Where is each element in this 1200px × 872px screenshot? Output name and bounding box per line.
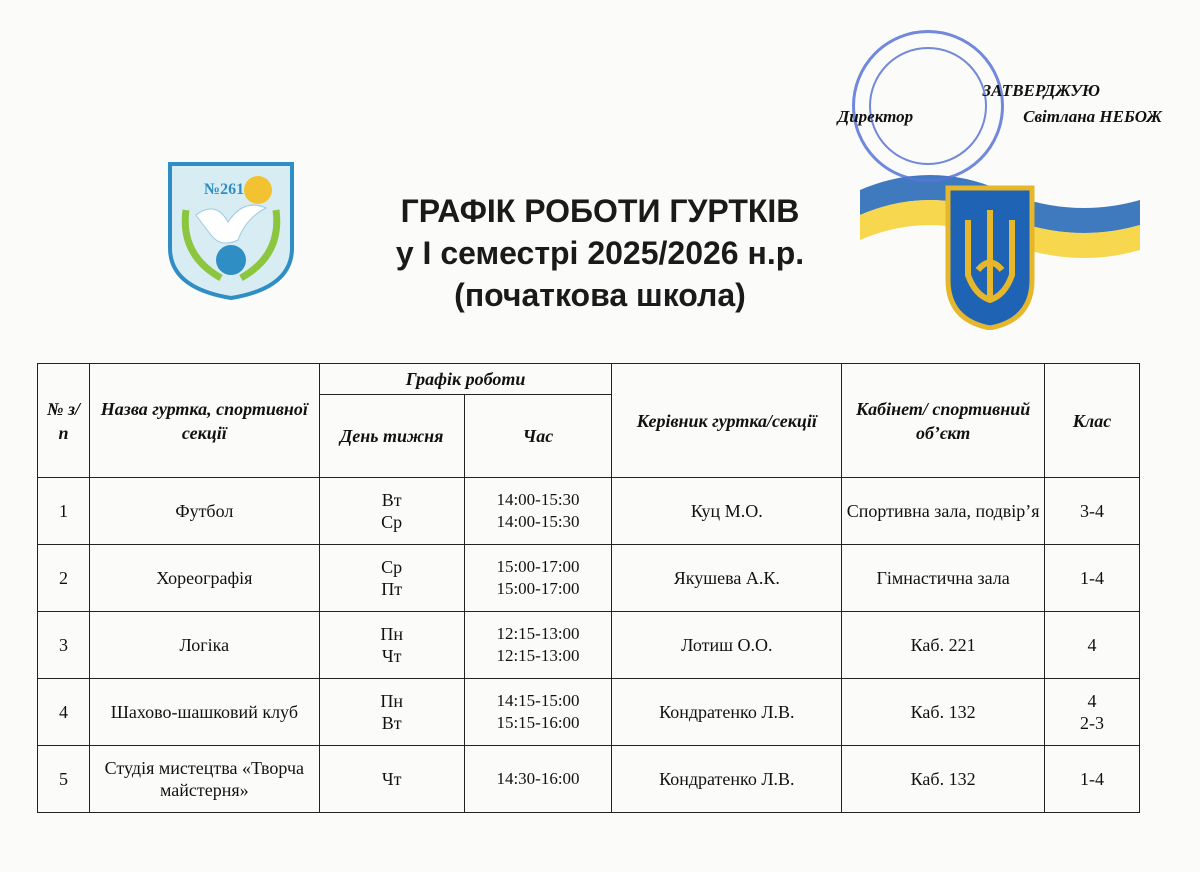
- grade-2: 2-3: [1080, 713, 1105, 733]
- cell-grade: [1045, 612, 1140, 679]
- cell-leader: Куц М.О.: [612, 478, 842, 545]
- day-2: Чт: [381, 646, 402, 666]
- cell-leader: Кондратенко Л.В.: [612, 679, 842, 746]
- cell-num: 1: [38, 478, 90, 545]
- grade-1: 1-4: [1080, 568, 1105, 588]
- header-room: Кабінет/ спортивний об’єкт: [842, 364, 1045, 478]
- cell-room: Каб. 132: [842, 746, 1045, 813]
- day-2: Ср: [381, 512, 403, 532]
- cell-num: 5: [38, 746, 90, 813]
- grade-1: 4: [1087, 635, 1097, 655]
- day-1: Пн: [380, 624, 403, 644]
- cell-days: [319, 612, 464, 679]
- cell-days: [319, 746, 464, 813]
- header-time: Час: [464, 395, 612, 478]
- cell-name: Хореографія: [89, 545, 319, 612]
- day-2: Пт: [381, 579, 403, 599]
- header-day: День тижня: [319, 395, 464, 478]
- table-row: [38, 612, 1140, 679]
- cell-num: 4: [38, 679, 90, 746]
- cell-leader: Лотиш О.О.: [612, 612, 842, 679]
- time-2: 12:15-13:00: [496, 646, 580, 665]
- cell-room: Каб. 221: [842, 612, 1045, 679]
- header-leader: Керівник гуртка/секції: [612, 364, 842, 478]
- cell-times: [464, 612, 612, 679]
- grade-1: 3-4: [1080, 501, 1105, 521]
- cell-num: 2: [38, 545, 90, 612]
- time-2: 14:00-15:30: [496, 512, 580, 531]
- logo-sun-icon: [244, 176, 272, 204]
- grade-1: 1-4: [1080, 769, 1105, 789]
- time-2: 15:00-17:00: [496, 579, 580, 598]
- cell-days: [319, 478, 464, 545]
- time-2: 15:15-16:00: [496, 713, 580, 732]
- cell-times: [464, 478, 612, 545]
- time-1: 15:00-17:00: [496, 557, 580, 576]
- cell-room: Гімнастична зала: [842, 545, 1045, 612]
- cell-days: [319, 545, 464, 612]
- title-line-2: у І семестрі 2025/2026 н.р.: [395, 235, 805, 271]
- cell-times: [464, 679, 612, 746]
- header-num: № з/п: [38, 364, 90, 478]
- cell-name: Логіка: [89, 612, 319, 679]
- table-row: [38, 679, 1140, 746]
- cell-leader: Якушева А.К.: [612, 545, 842, 612]
- cell-num: 3: [38, 612, 90, 679]
- approval-role: Директор: [837, 107, 914, 126]
- day-2: Вт: [381, 713, 402, 733]
- header-schedule: Графік роботи: [319, 364, 612, 395]
- cell-grade: [1045, 545, 1140, 612]
- grade-1: 4: [1087, 691, 1097, 711]
- logo-number: №261: [204, 181, 245, 198]
- cell-days: [319, 679, 464, 746]
- document-title: [320, 190, 880, 316]
- day-1: Ср: [381, 557, 403, 577]
- day-1: Пн: [380, 691, 403, 711]
- title-line-1: ГРАФІК РОБОТИ ГУРТКІВ: [400, 193, 800, 229]
- header-name: Назва гуртка, спортивної секції: [89, 364, 319, 478]
- cell-name: Шахово-шашковий клуб: [89, 679, 319, 746]
- time-1: 14:15-15:00: [496, 691, 580, 710]
- cell-leader: Кондратенко Л.В.: [612, 746, 842, 813]
- logo-globe-icon: [216, 245, 246, 275]
- cell-room: Каб. 132: [842, 679, 1045, 746]
- cell-name: Студія мистецтва «Творча майстерня»: [89, 746, 319, 813]
- cell-times: [464, 746, 612, 813]
- header-grade: Клас: [1045, 364, 1140, 478]
- table-row: [38, 746, 1140, 813]
- schedule-table: [37, 363, 1140, 813]
- approval-signature-line: [838, 104, 1162, 130]
- cell-grade: [1045, 679, 1140, 746]
- day-1: Чт: [381, 769, 402, 789]
- time-1: 12:15-13:00: [496, 624, 580, 643]
- day-1: Вт: [381, 490, 402, 510]
- cell-grade: [1045, 478, 1140, 545]
- cell-grade: [1045, 746, 1140, 813]
- cell-times: [464, 545, 612, 612]
- table-row: [38, 478, 1140, 545]
- school-logo: [166, 160, 296, 300]
- approval-name: Світлана НЕБОЖ: [1023, 107, 1162, 126]
- time-1: 14:30-16:00: [496, 769, 580, 788]
- cell-name: Футбол: [89, 478, 319, 545]
- cell-room: Спортивна зала, подвір’я: [842, 478, 1045, 545]
- approval-block: [837, 78, 1162, 130]
- time-1: 14:00-15:30: [496, 490, 580, 509]
- approval-heading: ЗАТВЕРДЖУЮ: [982, 81, 1100, 100]
- title-line-3: (початкова школа): [454, 277, 746, 313]
- table-row: [38, 545, 1140, 612]
